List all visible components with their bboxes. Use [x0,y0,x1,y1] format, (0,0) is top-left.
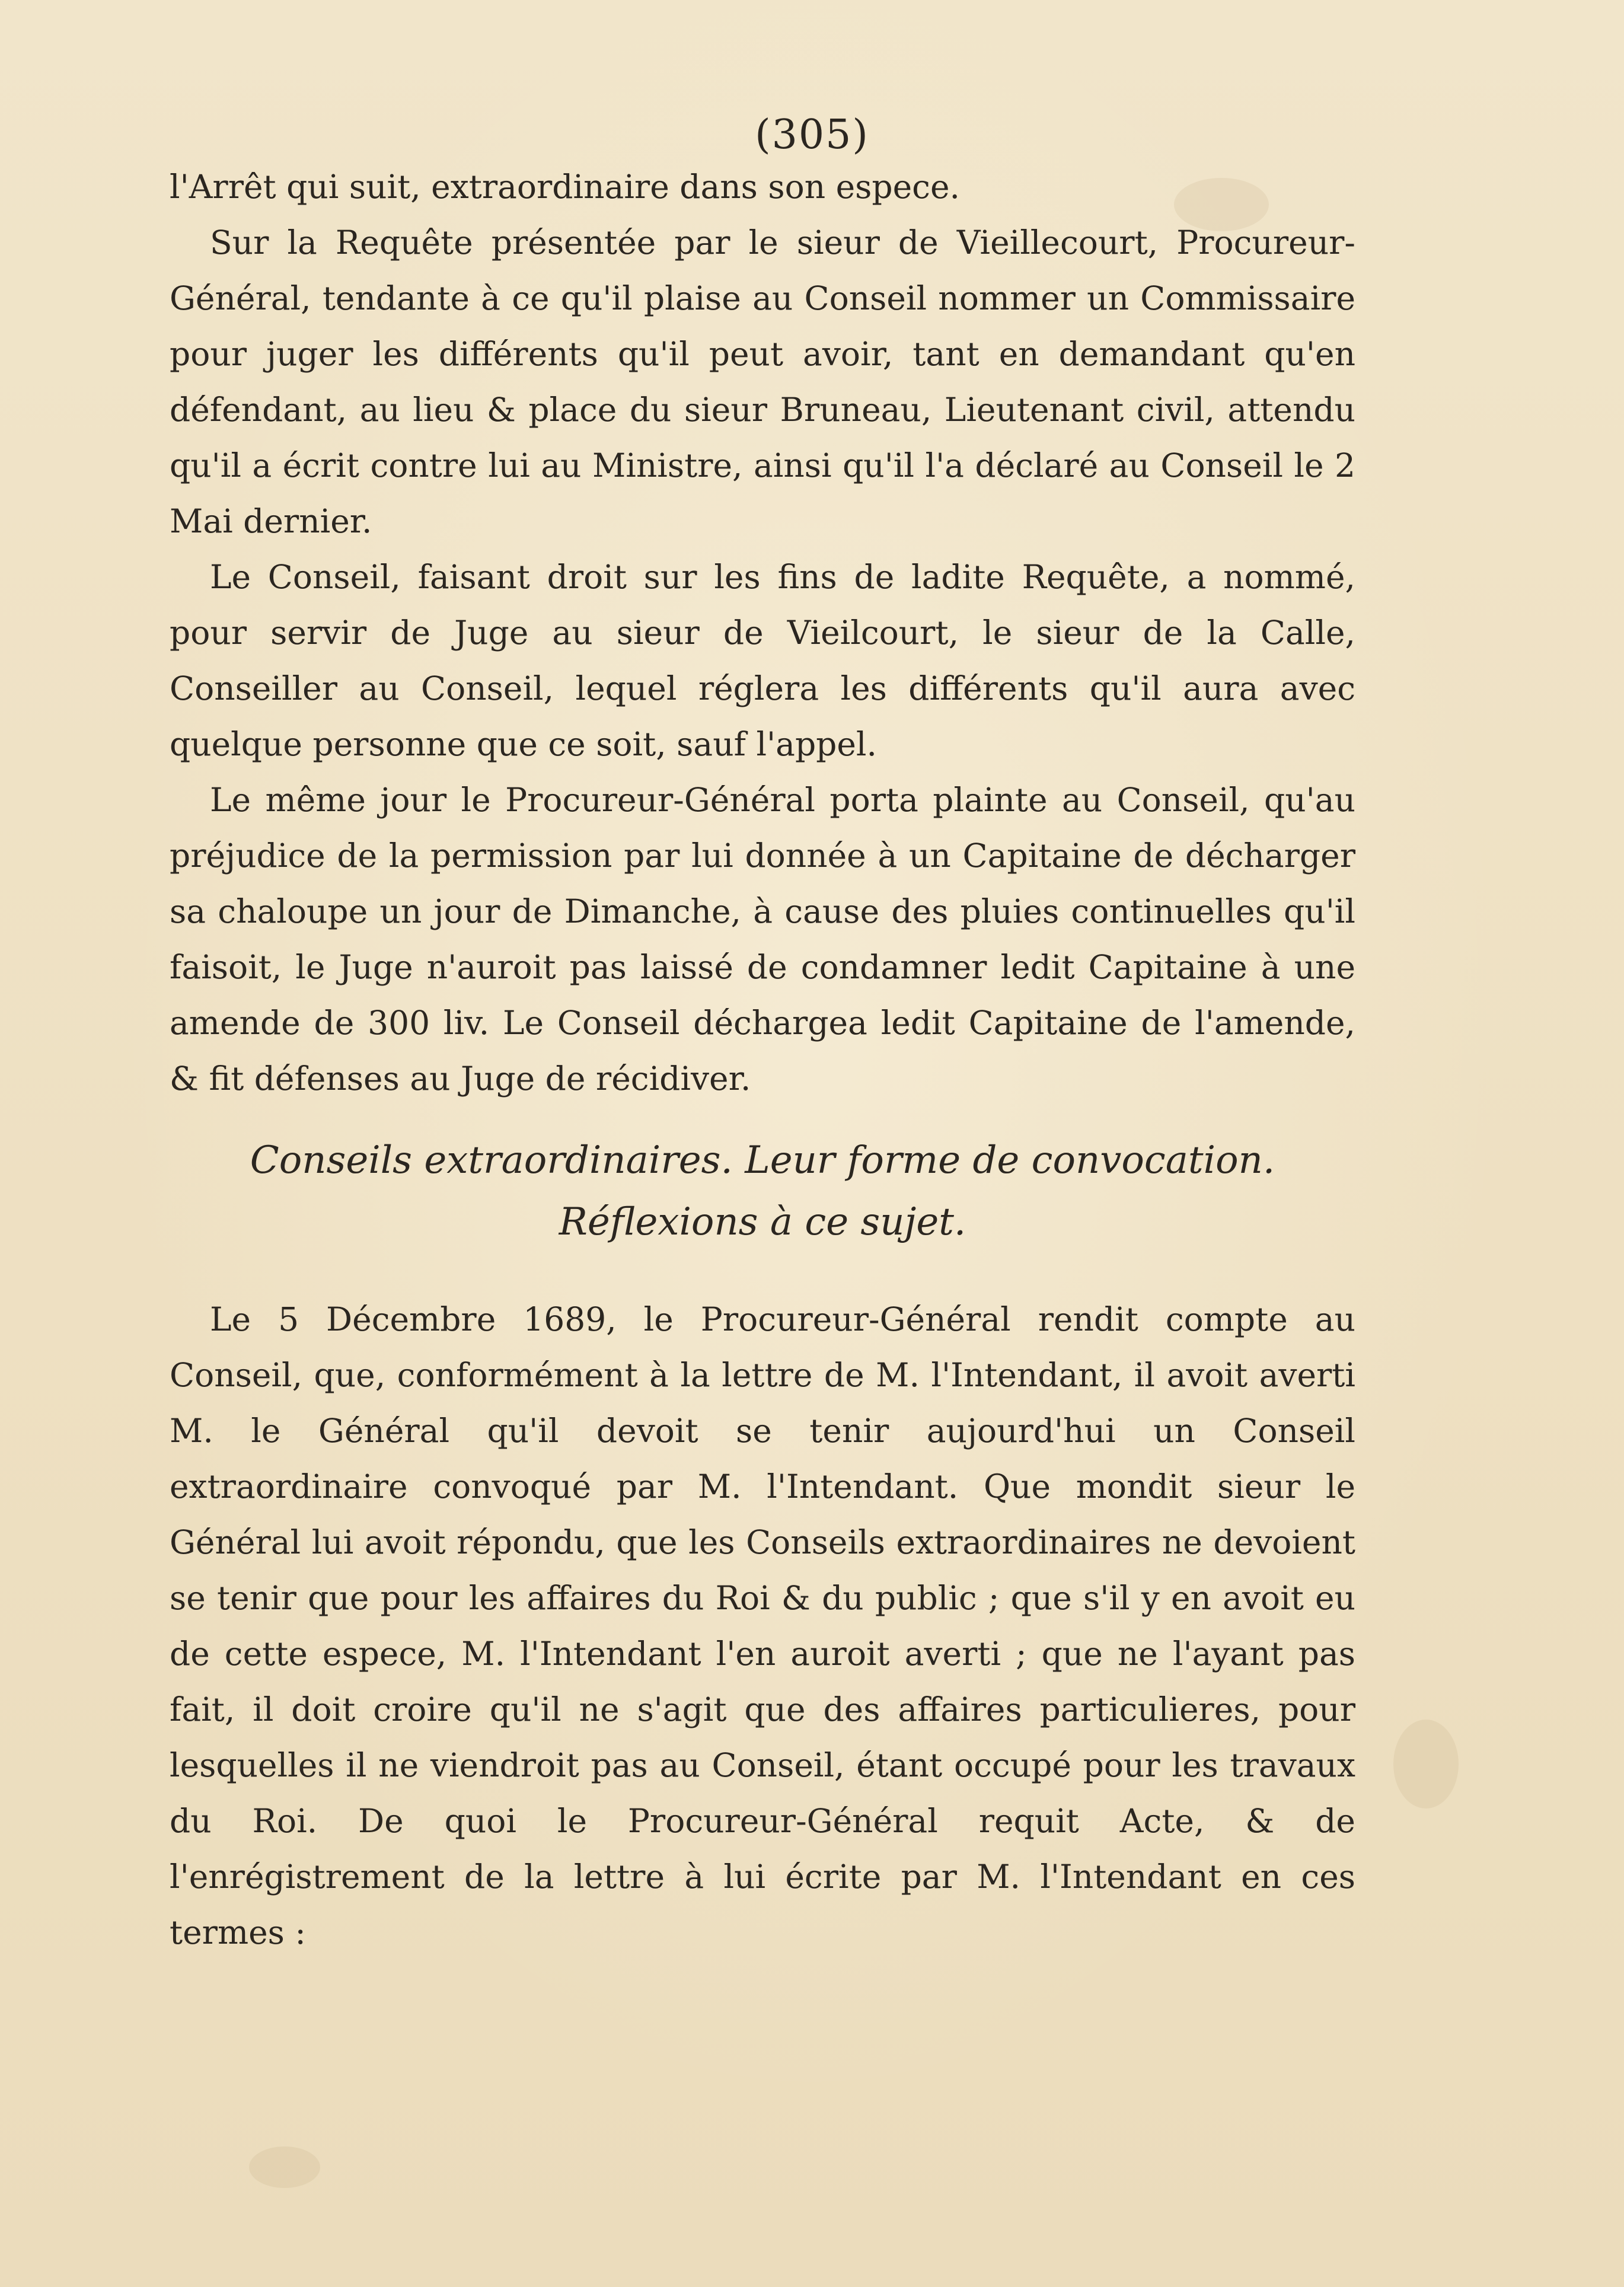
section-heading: Conseils extraordinaires. Leur forme de convocation. Réflexions à ce sujet. [250,1138,1275,1244]
paragraph: Le même jour le Procureur-Général porta plainte au Conseil, qu'au préjudice de la permission par lui donnée à un Capitaine de décharger sa chaloupe un jour de Dimanche, à cause des pluies continuelles qu'il faisoit, le Juge n'auroit pas laissé de condamner ledit Capitaine à une amende de 300 liv. Le Conseil déchargea ledit Capitaine de l'amende, & fit défenses au Juge de récidiver. [170,781,1355,1098]
paragraph: Le 5 Décembre 1689, le Procureur-Général rendit compte au Conseil, que, conformément à la lettre de M. l'Intendant, il avoit averti M. le Général qu'il devoit se tenir aujourd'hui un Conseil extraordinaire convoqué par M. l'Intendant. Que mondit sieur le Général lui avoit répondu, que les Conseils extraordinaires ne devoient se tenir que pour les affaires du Roi & du public ; que s'il y en avoit eu de cette espece, M. l'Intendant l'en auroit averti ; que ne l'ayant pas fait, il doit croire qu'il ne s'agit que des affaires particulieres, pour lesquelles il ne viendroit pas au Conseil, étant occupé pour les travaux du Roi. De quoi le Procureur-Général requit Acte, & de l'enrégistrement de la lettre à lui écrite par M. l'Intendant en ces termes : [170,1300,1355,1951]
paper-stain [249,2146,320,2188]
paragraph: Sur la Requête présentée par le sieur de Vieillecourt, Procureur-Général, tendante à ce qu'il plaise au Conseil nommer un Commissaire pour juger les différents qu'il peut avoir, tant en demandant qu'en défendant, au lieu & place du sieur Bruneau, Lieutenant civil, attendu qu'il a écrit contre lui au Ministre, ainsi qu'il l'a déclaré au Conseil le 2 Mai dernier. [170,224,1355,540]
paragraph: l'Arrêt qui suit, extraordinaire dans son espece. [170,168,960,206]
text-block-upper [170,159,1355,1106]
page-number: (305) [755,111,869,158]
paper-stain [1393,1720,1459,1808]
paragraph: Le Conseil, faisant droit sur les fins de ladite Requête, a nommé, pour servir de Juge au sieur de Vieilcourt, le sieur de la Calle, Conseiller au Conseil, lequel réglera les différents qu'il aura avec quelque personne que ce soit, sauf l'appel. [170,558,1355,763]
text-block-lower [170,1291,1355,1960]
